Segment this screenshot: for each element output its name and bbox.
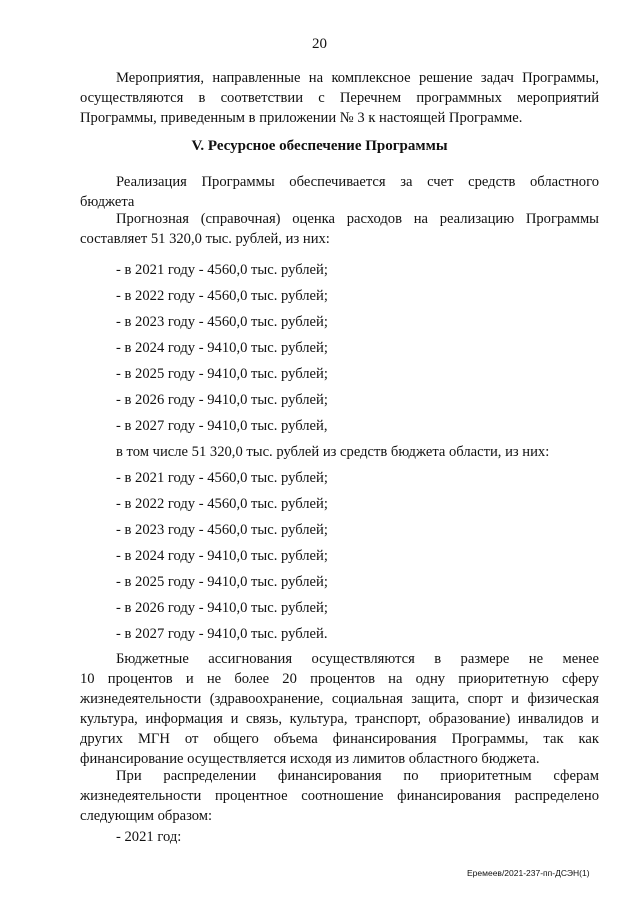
regional-year-2021: - в 2021 году - 4560,0 тыс. рублей; bbox=[116, 470, 328, 486]
total-year-2021: - в 2021 году - 4560,0 тыс. рублей; bbox=[116, 262, 328, 278]
distribution-paragraph bbox=[80, 766, 599, 826]
allocations-line-1: Бюджетные ассигнования осуществляются в размере не менее bbox=[116, 651, 599, 667]
regional-year-2023: - в 2023 году - 4560,0 тыс. рублей; bbox=[116, 522, 328, 538]
intro-line-2: осуществляются в соответствии с Перечнем программных мероприятий bbox=[80, 90, 599, 106]
distribution-line-1: При распределении финансирования по приоритетным сферам bbox=[116, 768, 599, 784]
regional-year-2025: - в 2025 году - 9410,0 тыс. рублей; bbox=[116, 574, 328, 590]
intro-paragraph bbox=[80, 68, 599, 128]
allocations-line-5: других МГН от общего объема финансирования Программы, так как bbox=[80, 731, 599, 747]
total-year-2027: - в 2027 году - 9410,0 тыс. рублей, bbox=[116, 418, 328, 434]
regional-budget-intro: в том числе 51 320,0 тыс. рублей из средств бюджета области, из них: bbox=[116, 444, 550, 460]
allocations-line-4: культура, информация и связь, культура, транспорт, образование) инвалидов и bbox=[80, 711, 599, 727]
document-code: Еремеев/2021-237-пп-ДСЭН(1) bbox=[467, 868, 590, 878]
estimate-line-2: составляет 51 320,0 тыс. рублей, из них: bbox=[80, 231, 330, 247]
total-year-2024: - в 2024 году - 9410,0 тыс. рублей; bbox=[116, 340, 328, 356]
allocations-line-3: жизнедеятельности (здравоохранение, социальная защита, спорт и физическая bbox=[80, 691, 599, 707]
allocations-paragraph bbox=[80, 649, 599, 769]
allocations-line-6: финансирование осуществляется исходя из лимитов областного бюджета. bbox=[80, 751, 540, 767]
intro-line-1: Мероприятия, направленные на комплексное решение задач Программы, bbox=[116, 70, 599, 86]
allocations-line-2: 10 процентов и не более 20 процентов на одну приоритетную сферу bbox=[80, 671, 599, 687]
funding-source-paragraph bbox=[80, 172, 599, 212]
distribution-line-2: жизнедеятельности процентное соотношение финансирования распределено bbox=[80, 788, 599, 804]
regional-year-2024: - в 2024 году - 9410,0 тыс. рублей; bbox=[116, 548, 328, 564]
total-year-2022: - в 2022 году - 4560,0 тыс. рублей; bbox=[116, 288, 328, 304]
page-number: 20 bbox=[312, 36, 327, 52]
total-year-2025: - в 2025 году - 9410,0 тыс. рублей; bbox=[116, 366, 328, 382]
total-year-2026: - в 2026 году - 9410,0 тыс. рублей; bbox=[116, 392, 328, 408]
intro-line-3: Программы, приведенным в приложении № 3 к настоящей Программе. bbox=[80, 110, 523, 126]
estimate-paragraph bbox=[80, 209, 599, 249]
total-year-2023: - в 2023 году - 4560,0 тыс. рублей; bbox=[116, 314, 328, 330]
funding-source-line-1: Реализация Программы обеспечивается за счет средств областного bbox=[116, 174, 599, 190]
year-2021-label: - 2021 год: bbox=[116, 829, 182, 845]
estimate-line-1: Прогнозная (справочная) оценка расходов на реализацию Программы bbox=[116, 211, 599, 227]
regional-year-2026: - в 2026 году - 9410,0 тыс. рублей; bbox=[116, 600, 328, 616]
funding-source-line-2: бюджета bbox=[80, 194, 135, 210]
section-heading: V. Ресурсное обеспечение Программы bbox=[191, 138, 448, 154]
regional-year-2022: - в 2022 году - 4560,0 тыс. рублей; bbox=[116, 496, 328, 512]
regional-year-2027: - в 2027 году - 9410,0 тыс. рублей. bbox=[116, 626, 328, 642]
distribution-line-3: следующим образом: bbox=[80, 808, 213, 824]
